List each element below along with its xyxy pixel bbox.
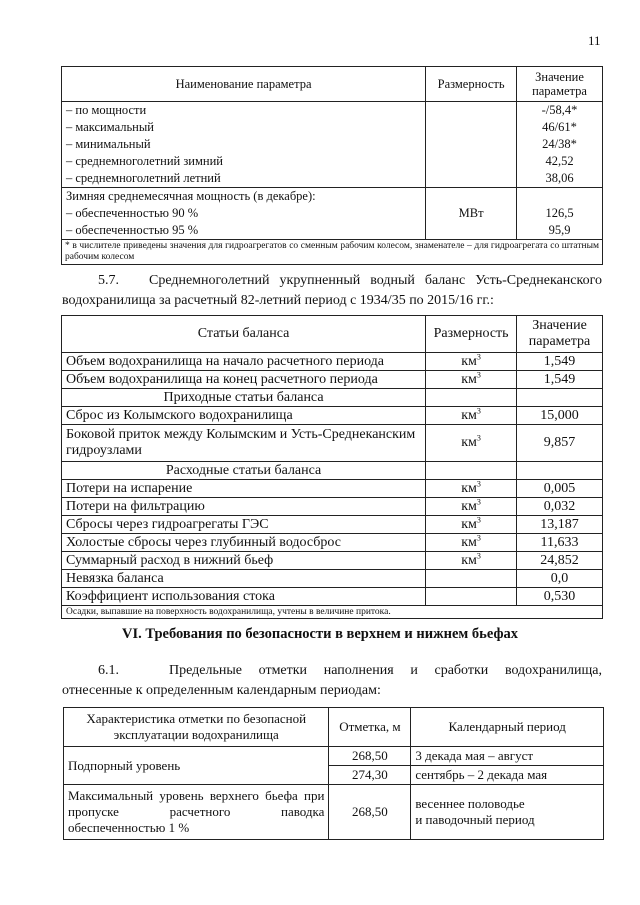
water-balance-body	[62, 353, 603, 606]
balance-item-value: 15,000	[517, 407, 603, 425]
unit-exponent: 3	[476, 514, 481, 524]
table-row	[62, 534, 603, 552]
footnote: Осадки, выпавшие на поверхность водохранилища, учтены в величине притока.	[62, 606, 603, 619]
section-6-1-line1: 6.1. Предельные отметки наполнения и сработки водохранилища,	[98, 663, 602, 678]
balance-item-value: 11,633	[517, 534, 603, 552]
footnote-row	[62, 240, 603, 265]
section-label: Расходные статьи баланса	[62, 462, 426, 480]
param-value: 95,9	[548, 223, 571, 237]
unit-exponent: 3	[476, 433, 481, 443]
balance-item-unit	[426, 498, 517, 516]
table-row	[62, 480, 603, 498]
table-row	[62, 188, 603, 240]
unit-base: км	[461, 371, 477, 387]
table-header-row	[62, 67, 603, 102]
col-header-value: Значение параметра	[517, 67, 603, 102]
level-period-cell	[411, 785, 604, 840]
balance-item-value: 0,032	[517, 498, 603, 516]
unit-base: км	[461, 480, 477, 496]
empty-cell	[517, 389, 603, 407]
table-row	[62, 588, 603, 606]
level-period: 3 декада мая – август	[411, 747, 604, 766]
level-name: Максимальный уровень верхнего бьефа при пропуске расчетного паводка обеспеченностью 1 %	[64, 785, 329, 840]
unit-base: км	[461, 353, 477, 369]
level-period: сентябрь – 2 декада мая	[411, 766, 604, 785]
page-number: 11	[588, 33, 601, 48]
param-value: 24/38*	[542, 137, 577, 151]
param-names-cell	[62, 188, 426, 240]
balance-item-unit	[426, 425, 517, 462]
balance-item-name: Объем водохранилища на конец расчетного периода	[62, 371, 426, 389]
balance-item-value: 0,005	[517, 480, 603, 498]
param-name: – обеспеченностью 90 %	[66, 206, 199, 220]
param-name: – минимальный	[66, 137, 151, 151]
section-label: Приходные статьи баланса	[62, 389, 426, 407]
table-row	[62, 102, 603, 188]
balance-item-unit	[426, 570, 517, 588]
balance-item-name: Холостые сбросы через глубинный водосброс	[62, 534, 426, 552]
unit-exponent: 3	[476, 478, 481, 488]
balance-item-unit	[426, 588, 517, 606]
balance-item-unit	[426, 371, 517, 389]
water-balance-table	[61, 315, 603, 619]
level-mark: 268,50	[329, 747, 411, 766]
balance-item-value: 1,549	[517, 353, 603, 371]
empty-cell	[517, 462, 603, 480]
param-name: – среднемноголетний летний	[66, 171, 221, 185]
balance-item-value: 0,0	[517, 570, 603, 588]
level-mark: 268,50	[329, 785, 411, 840]
unit-cell	[426, 102, 517, 188]
section-row	[62, 462, 603, 480]
unit-base: км	[461, 516, 477, 532]
section-5-7-text: 5.7. Среднемноголетний укрупненный водный баланс Усть-Среднеканского водохранилища за расчетный 82-летний период с 1934/35 по 2015/16 гг.:	[62, 273, 602, 308]
param-name: – обеспеченностью 95 %	[66, 223, 199, 237]
balance-item-name: Сбросы через гидроагрегаты ГЭС	[62, 516, 426, 534]
balance-item-unit	[426, 407, 517, 425]
table-row	[62, 371, 603, 389]
level-mark: 274,30	[329, 766, 411, 785]
unit-exponent: 3	[476, 405, 481, 415]
section-6-1-line2: отнесенные к определенным календарным периодам:	[62, 683, 381, 698]
balance-item-unit	[426, 480, 517, 498]
level-period: и паводочный период	[415, 812, 535, 827]
table-row	[62, 498, 603, 516]
values-cell	[517, 102, 603, 188]
balance-item-name: Потери на фильтрацию	[62, 498, 426, 516]
col-header-name: Наименование параметра	[62, 67, 426, 102]
unit-base: км	[461, 534, 477, 550]
footnote-row	[62, 606, 603, 619]
unit-base: км	[461, 498, 477, 514]
unit-base: км	[461, 435, 477, 450]
balance-item-name: Потери на испарение	[62, 480, 426, 498]
unit-exponent: 3	[476, 496, 481, 506]
balance-item-value: 13,187	[517, 516, 603, 534]
unit-cell: МВт	[426, 188, 517, 240]
balance-item-name: Коэффициент использования стока	[62, 588, 426, 606]
table-header-row	[62, 316, 603, 353]
balance-item-value: 9,857	[517, 425, 603, 462]
values-cell	[517, 188, 603, 240]
empty-cell	[426, 462, 517, 480]
col-header-name: Статьи баланса	[62, 316, 426, 353]
balance-item-unit	[426, 552, 517, 570]
unit-exponent: 3	[476, 369, 481, 379]
level-name: Подпорный уровень	[64, 747, 329, 785]
param-name: Зимняя среднемесячная мощность (в декабре):	[66, 189, 316, 203]
param-name: – максимальный	[66, 120, 154, 134]
col-header-period: Календарный период	[411, 708, 604, 747]
balance-item-value: 24,852	[517, 552, 603, 570]
param-value: 126,5	[545, 206, 574, 220]
footnote: * в числителе приведены значения для гидроагрегатов со сменным рабочим колесом, знаменателе – для гидроагрегата со штатным рабочим колесом	[62, 240, 603, 265]
param-value: 38,06	[545, 171, 574, 185]
balance-item-name: Боковой приток между Колымским и Усть-Среднеканским гидроузлами	[62, 425, 426, 462]
balance-item-unit	[426, 534, 517, 552]
balance-item-unit	[426, 353, 517, 371]
table-row	[62, 570, 603, 588]
param-name: – среднемноголетний зимний	[66, 154, 223, 168]
table-row	[62, 425, 603, 462]
balance-item-name: Сброс из Колымского водохранилища	[62, 407, 426, 425]
col-header-unit: Размерность	[426, 67, 517, 102]
unit-base: км	[461, 552, 477, 568]
balance-item-value: 1,549	[517, 371, 603, 389]
unit-exponent: 3	[476, 550, 481, 560]
param-name: – по мощности	[66, 103, 147, 117]
section-VI-heading: VI. Требования по безопасности в верхнем и нижнем бьефах	[122, 626, 518, 642]
col-header-characteristic: Характеристика отметки по безопасной эксплуатации водохранилища	[64, 708, 329, 747]
col-header-value: Значение параметра	[517, 316, 603, 353]
param-value: 42,52	[545, 154, 574, 168]
col-header-mark: Отметка, м	[329, 708, 411, 747]
table-header-row	[64, 708, 604, 747]
level-period: весеннее половодье	[415, 796, 525, 811]
unit-exponent: 3	[476, 351, 481, 361]
table-row	[62, 552, 603, 570]
unit-exponent: 3	[476, 532, 481, 542]
table-row	[64, 747, 604, 766]
safety-levels-table	[63, 707, 604, 840]
unit-base: км	[461, 407, 477, 423]
col-header-unit: Размерность	[426, 316, 517, 353]
empty-cell	[426, 389, 517, 407]
table-row	[62, 353, 603, 371]
balance-item-value: 0,530	[517, 588, 603, 606]
param-value: -/58,4*	[541, 103, 578, 117]
table-row	[62, 516, 603, 534]
section-row	[62, 389, 603, 407]
balance-item-name: Суммарный расход в нижний бьеф	[62, 552, 426, 570]
balance-item-unit	[426, 516, 517, 534]
power-parameters-table	[61, 66, 603, 265]
table-row	[64, 785, 604, 840]
balance-item-name: Невязка баланса	[62, 570, 426, 588]
balance-item-name: Объем водохранилища на начало расчетного периода	[62, 353, 426, 371]
section-6-1-text	[62, 661, 602, 701]
param-value: 46/61*	[542, 120, 577, 134]
param-names-cell	[62, 102, 426, 188]
table-row	[62, 407, 603, 425]
